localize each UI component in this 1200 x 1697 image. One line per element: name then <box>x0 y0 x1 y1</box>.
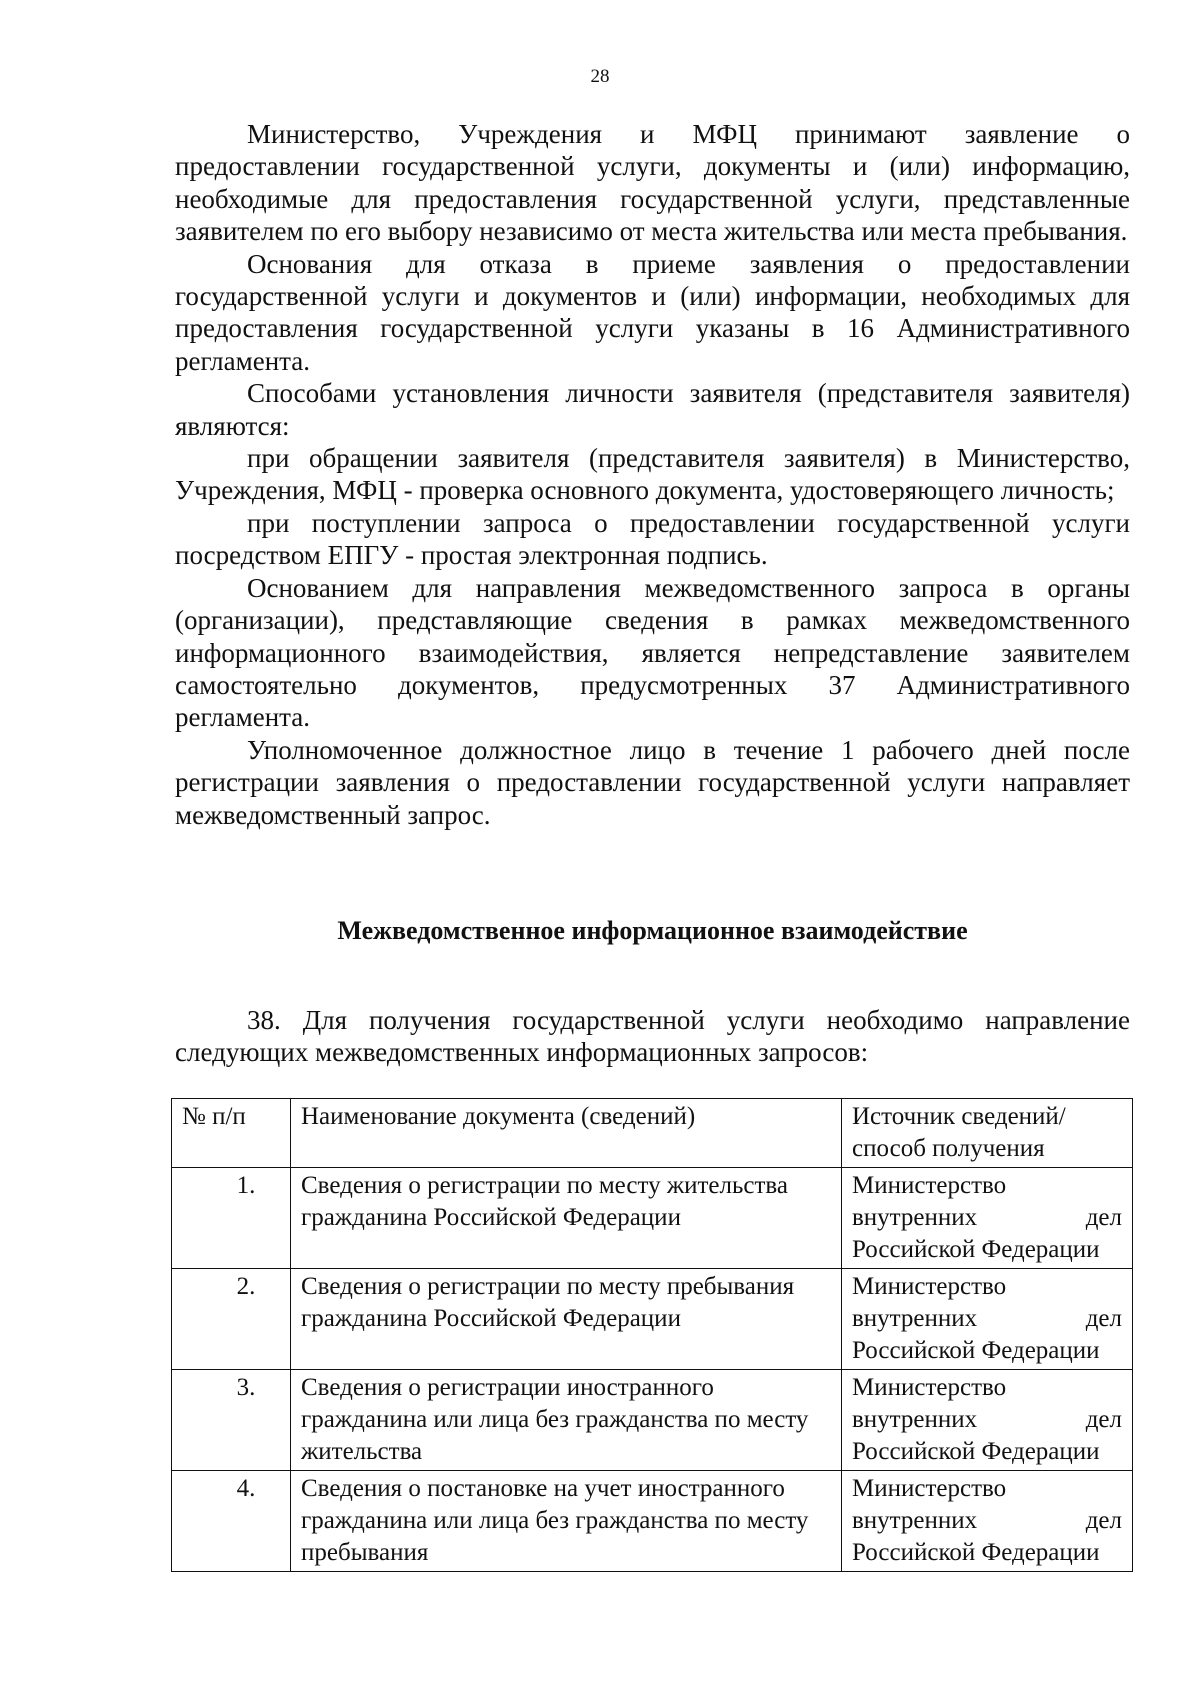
paragraph: Министерство, Учреждения и МФЦ принимают заявление о предоставлении государственной услуги, документы и (или) информацию, необходимые для предоставления государственной услуги, представленные заявителем по его выбору независимо от места жительства или места пребывания. <box>175 119 1130 247</box>
row-num: 3. <box>172 1370 291 1471</box>
paragraph: при обращении заявителя (представителя заявителя) в Министерство, Учреждения, МФЦ - проверка основного документа, удостоверяющего личность; <box>175 443 1130 506</box>
table-row <box>172 1471 1133 1572</box>
row-source: Министерство внутренних дел Российской Федерации <box>842 1370 1133 1471</box>
row-num: 2. <box>172 1269 291 1370</box>
body-text <box>175 118 1130 831</box>
row-num: 4. <box>172 1471 291 1572</box>
row-name: Сведения о постановке на учет иностранного гражданина или лица без гражданства по месту пребывания <box>291 1471 842 1572</box>
header-num: № п/п <box>172 1099 291 1168</box>
paragraph: Основанием для направления межведомственного запроса в органы (организации), представляющие сведения в рамках межведомственного информационного взаимодействия, является непредставление заявителем самостоятельно документов, предусмотренных 37 Административного регламента. <box>175 572 1130 733</box>
paragraph: Способами установления личности заявителя (представителя заявителя) являются: <box>175 378 1130 441</box>
paragraph: Основания для отказа в приеме заявления о предоставлении государственной услуги и документов и (или) информации, необходимых для предоставления государственной услуги указаны в 16 Административного регламента. <box>175 248 1130 376</box>
table-row <box>172 1168 1133 1269</box>
requests-table <box>171 1098 1133 1572</box>
row-name: Сведения о регистрации по месту пребывания гражданина Российской Федерации <box>291 1269 842 1370</box>
row-name: Сведения о регистрации иностранного гражданина или лица без гражданства по месту жительства <box>291 1370 842 1471</box>
table-row <box>172 1269 1133 1370</box>
row-source: Министерство внутренних дел Российской Федерации <box>842 1168 1133 1269</box>
row-num: 1. <box>172 1168 291 1269</box>
row-source: Министерство внутренних дел Российской Федерации <box>842 1471 1133 1572</box>
section-heading: Межведомственное информационное взаимодействие <box>337 916 968 945</box>
table-header-row <box>172 1099 1133 1168</box>
intro-paragraph: 38. Для получения государственной услуги необходимо направление следующих межведомственных информационных запросов: <box>175 1005 1130 1068</box>
header-name: Наименование документа (сведений) <box>291 1099 842 1168</box>
paragraph: при поступлении запроса о предоставлении государственной услуги посредством ЕПГУ - простая электронная подпись. <box>175 507 1130 571</box>
row-source: Министерство внутренних дел Российской Федерации <box>842 1269 1133 1370</box>
paragraph: Уполномоченное должностное лицо в течение 1 рабочего дней после регистрации заявления о предоставлении государственной услуги направляет межведомственный запрос. <box>175 734 1130 830</box>
header-source: Источник сведений/способ получения <box>842 1099 1133 1168</box>
page-number: 28 <box>590 66 610 87</box>
row-name: Сведения о регистрации по месту жительства гражданина Российской Федерации <box>291 1168 842 1269</box>
table-row <box>172 1370 1133 1471</box>
